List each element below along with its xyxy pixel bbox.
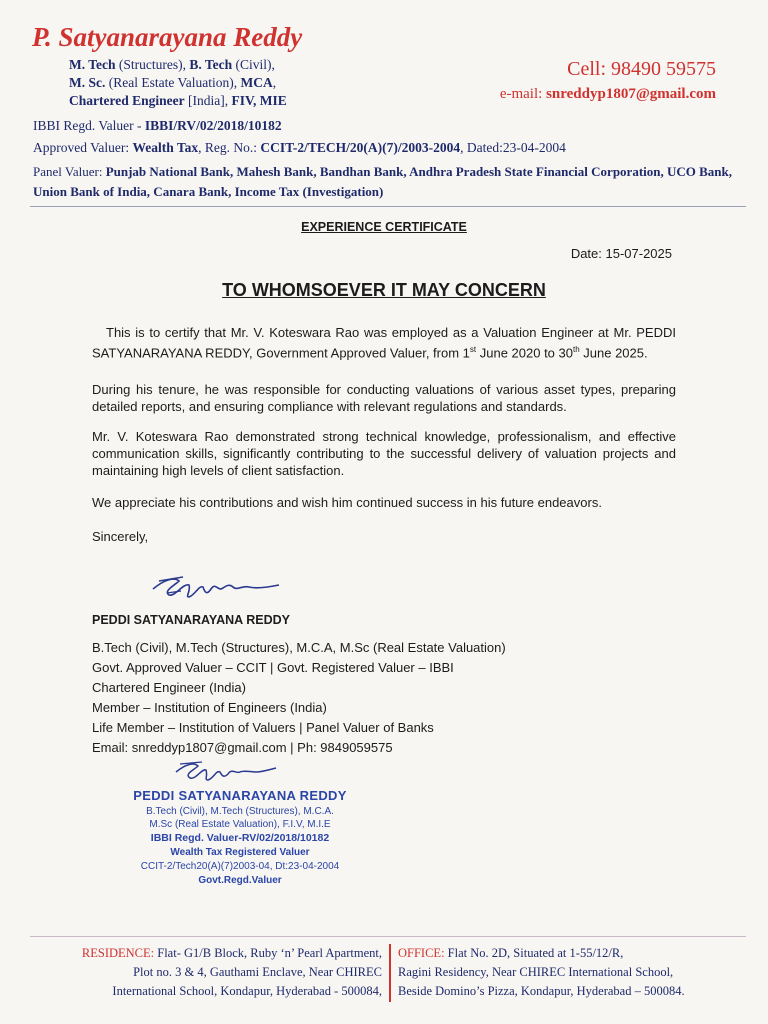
para1-text: June 2020 to 30	[476, 345, 573, 361]
paragraph-2: During his tenure, he was responsible for conducting valuations of various asset types, preparing detailed reports, and ensuring compliance with relevant regulations and standards.	[92, 382, 676, 414]
credential-contact-line: Email: snreddyp1807@gmail.com | Ph: 9849059575	[92, 740, 393, 755]
office-line	[398, 944, 738, 963]
qualification-line-3	[69, 92, 287, 110]
stamp-line: Wealth Tax Registered Valuer	[170, 847, 310, 858]
stamp-signature-image	[170, 754, 280, 786]
qual-text: ,	[272, 75, 277, 90]
residence-line	[30, 944, 382, 963]
qualification-line-2	[69, 74, 276, 92]
approved-date: , Dated:23-04-2004	[460, 140, 566, 155]
panel-label: Panel Valuer:	[33, 164, 106, 179]
stamp-line: B.Tech (Civil), M.Tech (Structures), M.C.A.	[146, 806, 334, 817]
office-line: Beside Domino’s Pizza, Kondapur, Hyderabad – 500084.	[398, 984, 685, 998]
residence-label: RESIDENCE:	[81, 946, 155, 960]
ibbi-number: IBBI/RV/02/2018/10182	[144, 118, 282, 133]
stamp-line: M.Sc (Real Estate Valuation), F.I.V, M.I.E	[149, 819, 331, 830]
stamp-line: CCIT-2/Tech20(A)(7)2003-04, Dt:23-04-2004	[140, 861, 340, 872]
credential-line: Member – Institution of Engineers (India)	[92, 700, 327, 715]
email-address[interactable]: snreddyp1807@gmail.com	[546, 86, 716, 102]
cell-label: Cell:	[567, 58, 611, 80]
qual-msc: M. Sc.	[69, 75, 106, 90]
ibbi-registration	[33, 118, 282, 134]
qual-text: [India],	[184, 93, 232, 108]
paragraph-4: We appreciate his contributions and wish him continued success in his future endeavors.	[92, 495, 602, 510]
office-text: Flat No. 2D, Situated at 1-55/12/R,	[444, 946, 624, 960]
para1-sup: st	[469, 345, 477, 354]
letterhead-name: P. Satyanarayana Reddy	[32, 22, 303, 52]
ibbi-label: IBBI Regd. Valuer -	[33, 118, 145, 133]
credential-line: B.Tech (Civil), M.Tech (Structures), M.C.A, M.Sc (Real Estate Valuation)	[92, 640, 506, 655]
paragraph-1	[92, 324, 676, 361]
email-label: e-mail:	[499, 86, 547, 102]
qual-ce: Chartered Engineer	[69, 93, 185, 108]
credential-line: Chartered Engineer (India)	[92, 680, 246, 695]
para1-text: This is to certify that Mr. V. Koteswara Rao was employed as a Valuation Engineer at Mr. PEDDI SATYANARAYANA REDDY, Government Approved Valuer, from 1	[92, 325, 676, 361]
closing: Sincerely,	[92, 529, 149, 544]
office-label: OFFICE:	[398, 946, 445, 960]
stamp-line: IBBI Regd. Valuer-RV/02/2018/10182	[150, 832, 330, 844]
residence-line: Plot no. 3 & 4, Gauthami Enclave, Near CHIREC	[133, 965, 382, 979]
approved-reg-no: CCIT-2/TECH/20(A)(7)/2003-2004	[260, 140, 461, 155]
credential-line: Life Member – Institution of Valuers | Panel Valuer of Banks	[92, 720, 434, 735]
document-title: TO WHOMSOEVER IT MAY CONCERN	[222, 280, 546, 300]
signer-name: PEDDI SATYANARAYANA REDDY	[92, 613, 290, 627]
panel-valuer	[33, 162, 733, 202]
footer-separator	[389, 944, 391, 1002]
paragraph-3: Mr. V. Koteswara Rao demonstrated strong technical knowledge, professionalism, and effective communication skills, significantly contributing to the successful delivery of valuation projects and maintaining high levels of client satisfaction.	[92, 429, 676, 478]
qual-fiv: FIV, MIE	[231, 93, 287, 108]
stamp-name: PEDDI SATYANARAYANA REDDY	[133, 788, 347, 803]
para1-sup: th	[572, 345, 580, 354]
qual-text: (Real Estate Valuation),	[105, 75, 241, 90]
qual-btech: B. Tech	[189, 57, 233, 72]
approved-valuer	[33, 140, 566, 156]
approved-type: Wealth Tax	[132, 140, 199, 155]
stamp-line: Govt.Regd.Valuer	[198, 875, 282, 886]
qualification-line-1	[69, 56, 275, 74]
approved-text: , Reg. No.:	[198, 140, 261, 155]
para1-text: June 2025.	[579, 345, 648, 361]
footer-divider	[30, 936, 746, 937]
qual-mca: MCA	[240, 75, 273, 90]
office-line: Ragini Residency, Near CHIREC International School,	[398, 965, 674, 979]
qual-mtech: M. Tech	[69, 57, 116, 72]
panel-banks: Punjab National Bank, Mahesh Bank, Bandhan Bank, Andhra Pradesh State Financial Corporation, UCO Bank, Union Bank of India, Canara Bank, Income Tax (Investigation)	[33, 164, 733, 199]
document-date: Date: 15-07-2025	[570, 246, 672, 261]
credential-line: Govt. Approved Valuer – CCIT | Govt. Registered Valuer – IBBI	[92, 660, 454, 675]
residence-text: Flat- G1/B Block, Ruby ‘n’ Pearl Apartment,	[154, 946, 382, 960]
footer-residence	[30, 944, 382, 1001]
signature-image	[145, 567, 285, 607]
approved-label: Approved Valuer:	[33, 140, 133, 155]
qual-text: (Structures),	[115, 57, 190, 72]
footer-office	[398, 944, 738, 1001]
cell-number: 98490 59575	[611, 58, 716, 80]
document-heading: EXPERIENCE CERTIFICATE	[301, 220, 467, 234]
residence-line: International School, Kondapur, Hyderabad - 500084,	[112, 984, 382, 998]
email-line	[500, 86, 716, 103]
header-divider	[30, 206, 746, 207]
qual-text: (Civil),	[232, 57, 275, 72]
cell-phone	[567, 58, 716, 81]
